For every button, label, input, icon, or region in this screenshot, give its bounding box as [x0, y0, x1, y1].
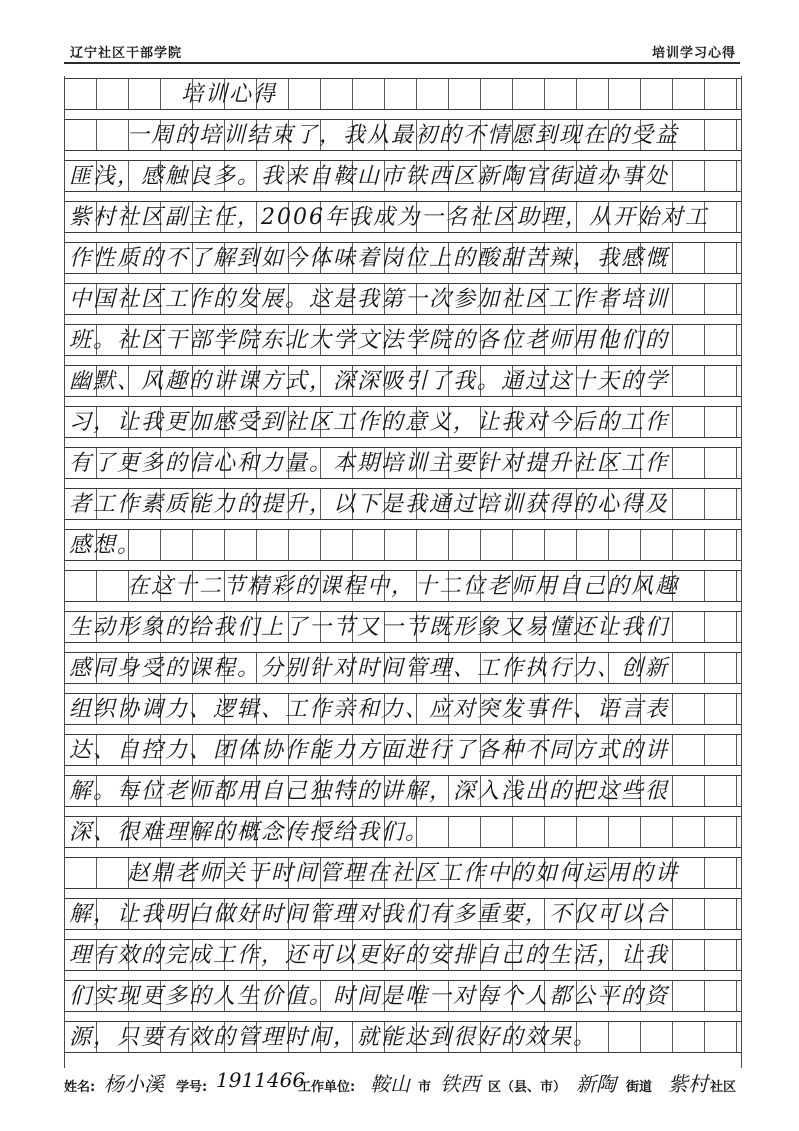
paragraph-line: 幽默、风趣的讲课方式，深深吸引了我。通过这十天的学: [69, 369, 670, 394]
grid-line: [65, 283, 741, 315]
grid-line: [65, 652, 741, 684]
paragraph-line: 紫村社区副主任，2006年我成为一名社区助理，从开始对工: [69, 205, 709, 230]
paragraph-line: 中国社区工作的发展。这是我第一次参加社区工作者培训: [69, 287, 670, 312]
writing-grid: [64, 76, 742, 1068]
grid-line: [65, 734, 741, 766]
document-type: 培训学习心得: [651, 46, 736, 61]
community-label: 社区: [710, 1080, 737, 1095]
street-value: 新陶: [576, 1072, 616, 1096]
paragraph-line: 班。社区干部学院东北大学文法学院的各位老师用他们的: [69, 328, 670, 353]
grid-line: [65, 939, 741, 971]
paragraph-line: 解，让我明白做好时间管理对我们有多重要，不仅可以合: [69, 902, 670, 927]
paragraph-line: 者工作素质能力的提升，以下是我通过培训获得的心得及: [69, 492, 670, 517]
essay-title: 培训心得: [181, 82, 278, 107]
grid-line: [65, 160, 741, 192]
grid-line: [65, 775, 741, 807]
paragraph-line: 解。每位老师都用自己独特的讲解，深入浅出的把这些很: [69, 779, 670, 804]
paragraph-line: 感想。: [69, 533, 142, 558]
grid-line: [65, 816, 741, 848]
grid-line: [65, 898, 741, 930]
district-value: 铁西: [440, 1072, 480, 1096]
city-label: 市: [418, 1080, 432, 1095]
institution-name: 辽宁社区干部学院: [70, 46, 183, 61]
grid-line: [65, 365, 741, 397]
page-footer: [64, 1068, 740, 1098]
grid-line: [65, 447, 741, 479]
header-divider: [64, 62, 740, 64]
paragraph-line: 在这十二节精彩的课程中，十二位老师用自己的风趣: [127, 574, 680, 599]
paragraph-line: 一周的培训结束了，我从最初的不情愿到现在的受益: [127, 123, 680, 148]
grid-line: [65, 119, 741, 151]
street-label: 街道: [626, 1080, 653, 1095]
paragraph-line: 感同身受的课程。分别针对时间管理、工作执行力、创新: [69, 656, 670, 681]
paragraph-line: 理有效的完成工作，还可以更好的安排自己的生活，让我: [69, 943, 670, 968]
community-value: 紫村: [668, 1072, 708, 1096]
grid-line: [65, 611, 741, 643]
paragraph-line: 匪浅，感触良多。我来自鞍山市铁西区新陶官街道办事处: [69, 164, 670, 189]
grid-line: [65, 78, 741, 110]
grid-line: [65, 570, 741, 602]
paragraph-line: 习，让我更加感受到社区工作的意义，让我对今后的工作: [69, 410, 670, 435]
paragraph-line: 达、自控力、团体协作能力方面进行了各种不同方式的讲: [69, 738, 670, 763]
paragraph-line: 组织协调力、逻辑、工作亲和力、应对突发事件、语言表: [69, 697, 670, 722]
name-value: 杨小溪: [104, 1072, 164, 1096]
grid-line: [65, 201, 741, 233]
name-label: 姓名:: [64, 1080, 96, 1095]
grid-line: [65, 324, 741, 356]
district-label: 区（县、市）: [488, 1080, 567, 1095]
work-unit-label: 工作单位:: [298, 1080, 356, 1095]
paragraph-line: 源，只要有效的管理时间，就能达到很好的效果。: [69, 1025, 598, 1050]
grid-line: [65, 488, 741, 520]
paragraph-line: 生动形象的给我们上了一节又一节既形象又易懂还让我们: [69, 615, 670, 640]
grid-line: [65, 406, 741, 438]
grid-line: [65, 242, 741, 274]
paragraph-line: 赵鼎老师关于时间管理在社区工作中的如何运用的讲: [127, 861, 680, 886]
paragraph-line: 作性质的不了解到如今体味着岗位上的酸甜苦辣，我感慨: [69, 246, 670, 271]
grid-line: [65, 529, 741, 561]
student-id-label: 学号:: [176, 1080, 208, 1095]
city-value: 鞍山: [370, 1072, 410, 1096]
paragraph-line: 有了更多的信心和力量。本期培训主要针对提升社区工作: [69, 451, 670, 476]
grid-line: [65, 693, 741, 725]
grid-line: [65, 980, 741, 1012]
paragraph-line: 深、很难理解的概念传授给我们。: [69, 820, 430, 845]
student-id-value: 1911466: [216, 1068, 306, 1092]
grid-line: [65, 857, 741, 889]
grid-line: [65, 1021, 741, 1053]
paragraph-line: 们实现更多的人生价值。时间是唯一对每个人都公平的资: [69, 984, 670, 1009]
page-header: [64, 36, 740, 64]
